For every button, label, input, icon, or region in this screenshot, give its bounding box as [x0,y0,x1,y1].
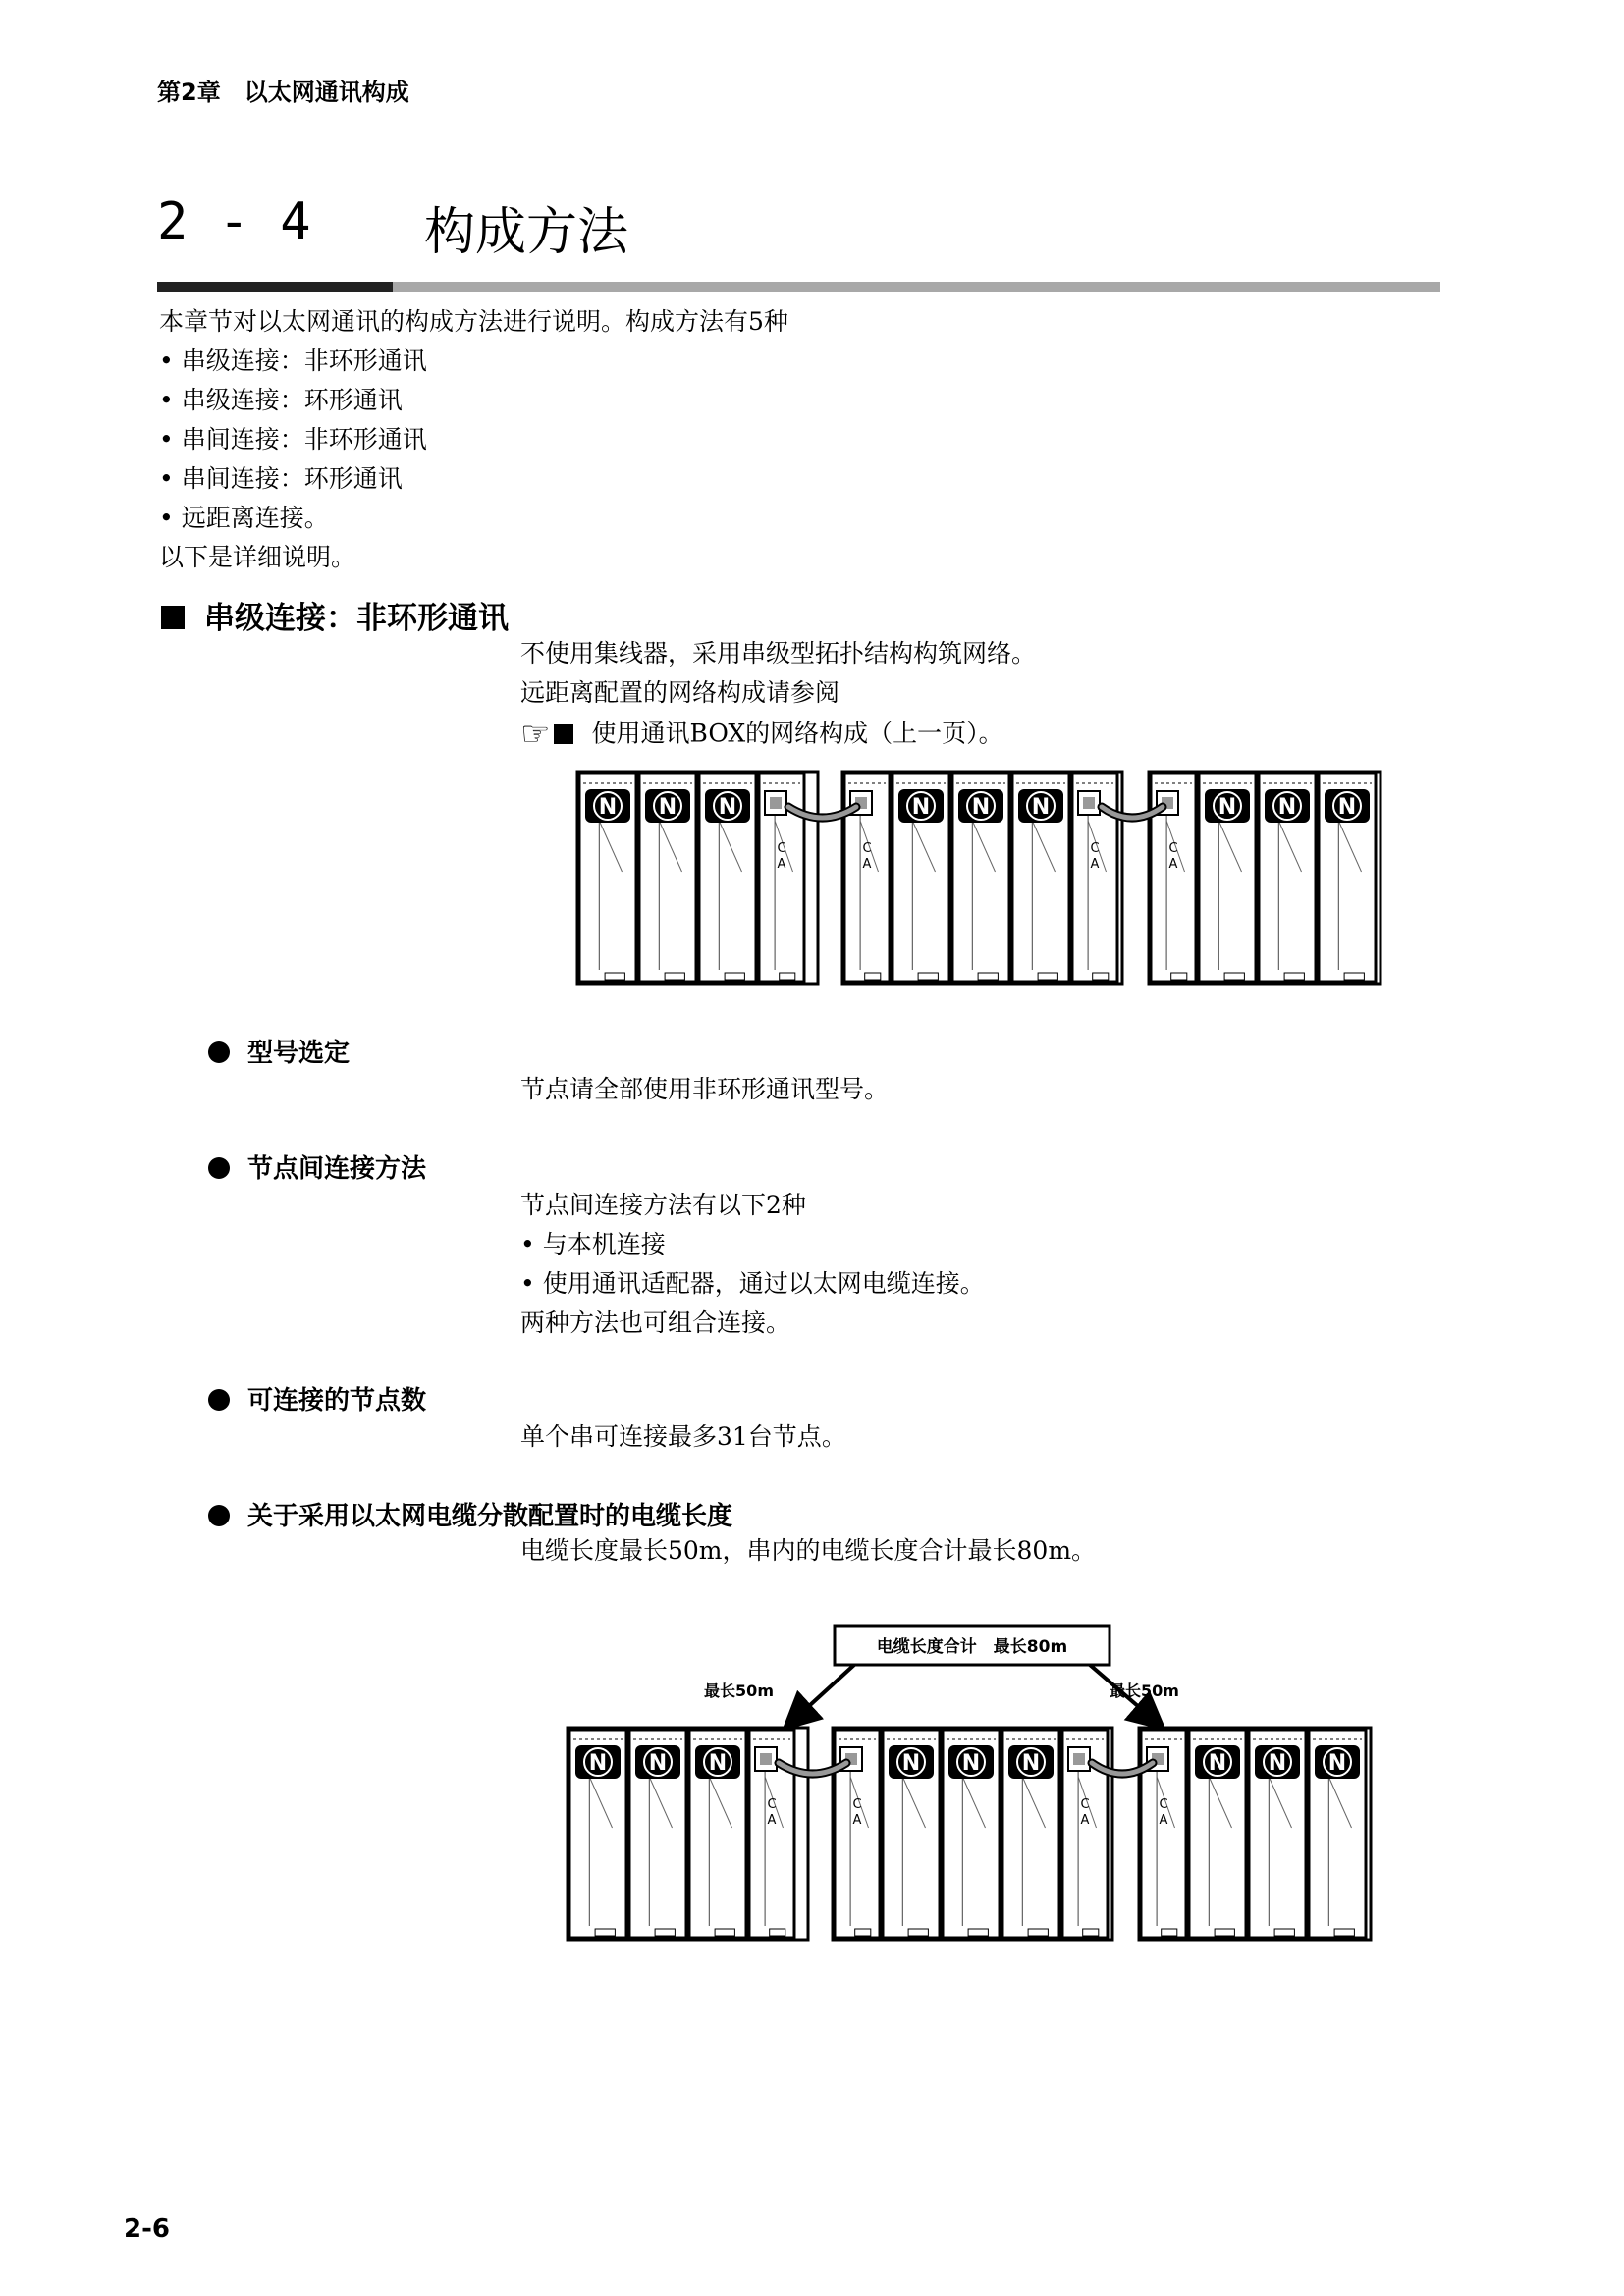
topic-line: 两种方法也可组合连接。 [520,1308,791,1337]
topic-title: 节点间连接方法 [247,1154,427,1184]
section-title: 构成方法 [424,203,629,262]
module-latch [908,1929,928,1936]
topic-heading-model-selection [208,1033,350,1069]
module-latch [865,973,881,980]
adapter-label-a: A [1168,857,1178,872]
adapter-label-a: A [862,857,872,872]
adapter-label-a: A [1080,1813,1090,1828]
adapter-label-c: C [1080,1797,1090,1812]
ethernet-cable [1102,807,1163,818]
node-module [1259,774,1316,982]
adapter-module [749,1730,794,1938]
topic-line: 单个串可连接最多31台节点。 [520,1422,846,1451]
bullet-icon [208,1389,230,1411]
module-latch [655,1929,675,1936]
cascade-connection-diagram [569,766,1384,988]
node-label: N [1218,795,1237,820]
desc-line: 不使用集线器，采用串级型拓扑结构构筑网络。 [520,639,1037,667]
adapter-label-c: C [777,841,786,856]
adapter-label-a: A [767,1813,777,1828]
adapter-label-c: C [1168,841,1178,856]
module-latch [1224,973,1244,980]
node-label: N [708,1751,728,1776]
module-latch [605,973,624,980]
topic-body-node-count [520,1417,846,1457]
adapter-label-a: A [852,1813,862,1828]
node-label: N [911,795,931,820]
node-label: N [658,795,677,820]
node-label: N [1337,795,1357,820]
subsection-title: 串级连接：非环形通讯 [204,601,509,636]
adapter-module [844,774,890,982]
node-module [699,774,756,982]
node-label: N [901,1751,921,1776]
adapter-label-c: C [767,1797,777,1812]
square-bullet-icon [554,724,573,744]
total-length-label: 电缆长度合计 最长80m [876,1637,1068,1657]
cable-length-diagram [560,1620,1375,1944]
node-module [569,1730,626,1938]
module-latch [1215,1929,1234,1936]
node-module [1012,774,1069,982]
pointing-hand-icon: ☞ [520,714,551,754]
ethernet-port-inner [1073,1753,1085,1765]
module-latch [1334,1929,1354,1936]
left-length-label: 最长50m [704,1682,774,1700]
reference-line[interactable] [520,713,1036,754]
adapter-module [835,1730,880,1938]
node-module [883,1730,940,1938]
adapter-label-c: C [1090,841,1100,856]
node-label: N [1268,1751,1287,1776]
node-label: N [718,795,737,820]
module-latch [1284,973,1304,980]
adapter-module [1151,774,1196,982]
subsection-description [520,634,1036,754]
intro-line: • 串级连接：非环形通讯 [159,347,427,375]
topic-line: • 与本机连接 [520,1230,666,1258]
node-module [943,1730,1000,1938]
section-rule [157,282,1440,292]
module-latch [1162,1929,1177,1936]
intro-line: 以下是详细说明。 [159,543,356,571]
topic-line: 节点请全部使用非环形通讯型号。 [520,1075,890,1103]
left-length-arrow [787,1665,854,1726]
module-latch [1038,973,1057,980]
node-module [893,774,949,982]
module-latch [1093,973,1109,980]
module-latch [715,1929,734,1936]
right-length-label: 最长50m [1110,1682,1179,1700]
node-label: N [1208,1751,1227,1776]
ethernet-port-inner [760,1753,772,1765]
node-label: N [648,1751,668,1776]
adapter-module [1062,1730,1108,1938]
node-label: N [598,795,618,820]
adapter-label-a: A [777,857,786,872]
ethernet-cable [1092,1763,1153,1774]
topic-line: • 使用通讯适配器，通过以太网电缆连接。 [520,1269,985,1298]
bullet-icon [208,1157,230,1179]
adapter-label-a: A [1090,857,1100,872]
module-latch [665,973,684,980]
topic-title: 型号选定 [247,1039,351,1068]
module-latch [978,973,998,980]
adapter-module [1141,1730,1186,1938]
bullet-icon [208,1041,230,1063]
intro-text [159,302,788,577]
node-label: N [1021,1751,1041,1776]
page-number: 2-6 [124,2215,170,2244]
node-module [1249,1730,1306,1938]
node-module [1319,774,1376,982]
node-label: N [1031,795,1051,820]
module-latch [595,1929,615,1936]
node-label: N [961,1751,981,1776]
topic-body-model-selection [520,1070,889,1109]
module-latch [1171,973,1187,980]
desc-line: 远距离配置的网络构成请参阅 [520,678,840,707]
adapter-label-c: C [852,1797,862,1812]
node-label: N [1327,1751,1347,1776]
adapter-label-a: A [1159,1813,1168,1828]
module-latch [780,973,795,980]
topic-line: 电缆长度最长50m，串内的电缆长度合计最长80m。 [520,1536,1097,1565]
node-label: N [1277,795,1297,820]
module-latch [855,1929,871,1936]
topic-body-connection-method [520,1186,985,1343]
section-number: 2 - 4 [157,192,311,251]
topic-body-cable-length [520,1531,1096,1571]
node-module [952,774,1009,982]
ethernet-cable [779,1763,846,1774]
node-module [689,1730,746,1938]
module-latch [968,1929,988,1936]
module-latch [770,1929,785,1936]
node-module [579,774,636,982]
topic-title: 可连接的节点数 [247,1386,427,1415]
intro-line: • 串间连接：非环形通讯 [159,425,427,454]
ethernet-port-inner [1083,797,1095,809]
subsection-heading [161,593,509,637]
adapter-label-c: C [1159,1797,1168,1812]
topic-line: 节点间连接方法有以下2种 [520,1191,806,1219]
intro-line: • 远距离连接。 [159,504,329,532]
topic-heading-cable-length [208,1496,732,1532]
reference-text: 使用通讯BOX的网络构成（上一页）。 [591,719,1003,748]
chapter-header: 第2章 以太网通讯构成 [157,79,409,106]
intro-line: 本章节对以太网通讯的构成方法进行说明。构成方法有5种 [159,307,788,336]
module-latch [725,973,744,980]
ethernet-port-inner [770,797,782,809]
adapter-module [1072,774,1117,982]
topic-heading-connection-method [208,1148,426,1185]
module-latch [918,973,938,980]
node-module [639,774,696,982]
node-label: N [588,1751,608,1776]
intro-line: • 串间连接：环形通讯 [159,464,403,493]
adapter-label-c: C [862,841,872,856]
square-bullet-icon [161,606,185,629]
node-module [1199,774,1256,982]
topic-title: 关于采用以太网电缆分散配置时的电缆长度 [247,1502,733,1531]
node-module [629,1730,686,1938]
ethernet-cable [788,807,856,818]
adapter-module [759,774,804,982]
node-module [1002,1730,1059,1938]
module-latch [1274,1929,1294,1936]
module-latch [1028,1929,1048,1936]
intro-line: • 串级连接：环形通讯 [159,386,403,414]
topic-heading-node-count [208,1380,426,1416]
bullet-icon [208,1505,230,1526]
module-latch [1344,973,1364,980]
node-module [1309,1730,1366,1938]
node-module [1189,1730,1246,1938]
node-label: N [971,795,991,820]
module-latch [1083,1929,1099,1936]
